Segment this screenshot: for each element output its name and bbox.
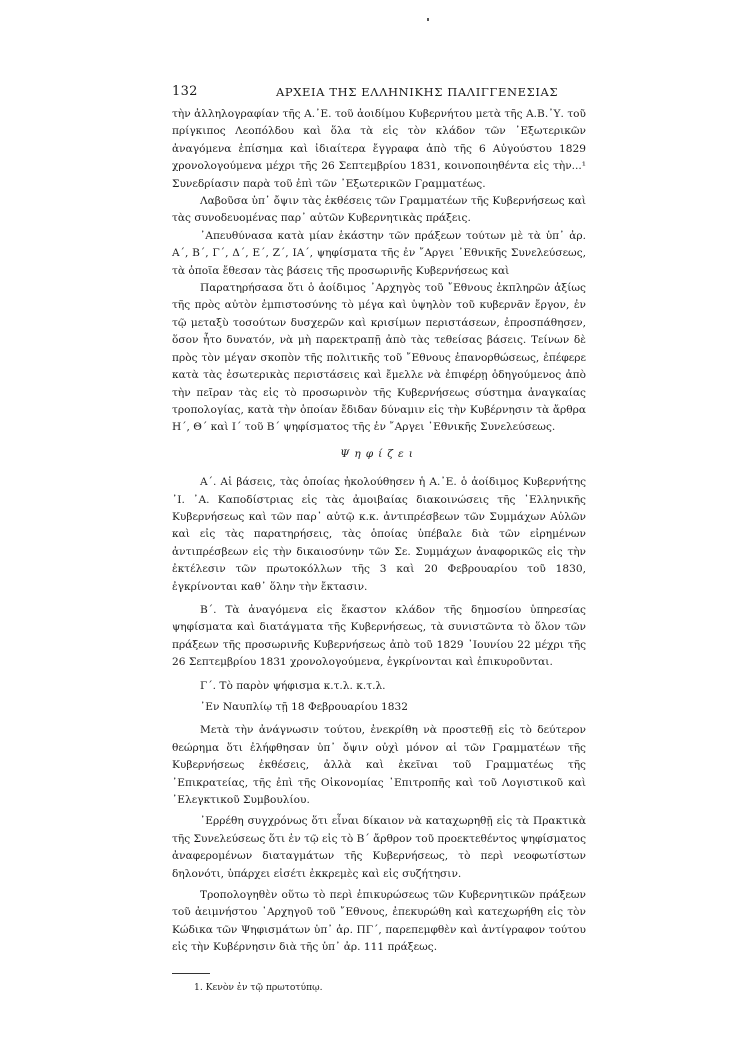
page-body [172,106,586,957]
paragraph: ᾿Ερρέθη συγχρόνως ὅτι εἶναι δίκαιον νὰ καταχωρηθῇ εἰς τὰ Πρακτικὰ τῆς Συνελεύσεως ὅτι ἐν τῷ εἰς τὸ Β΄ ἄρθρον τοῦ προεκτεθέντος ψηφίσματος ἀναφερομένων διαταγμάτων τῆς Κυβερνήσεως, τὸ περὶ νεοφωτίστων δηλονότι, ὑπάρχει εἰσέτι ἐκκρεμὲς καὶ εἰς συζήτησιν. [172,815,586,880]
paragraph: τὴν ἀλληλογραφίαν τῆς Α.᾿Ε. τοῦ ἀοιδίμου Κυβερνήτου μετὰ τῆς Α.Β.᾿Υ. τοῦ πρίγκιπος Λεοπόλδου καὶ ὅλα τὰ εἰς τὸν κλάδον τῶν ᾿Εξωτερικῶν ἀναγόμενα ἐπίσημα καὶ ἰδιαίτερα ἔγγραφα ἀπὸ τῆς 6 Αὐγούστου 1829 χρονολογούμενα μέχρι τῆς 26 Σεπτεμβρίου 1831, κοινοποιηθέντα εἰς τὴν...¹ Συνεδρίασιν παρὰ τοῦ ἐπὶ τῶν ᾿Εξωτερικῶν Γραμματέως. [172,108,586,190]
page-header [172,84,586,106]
paragraph: Λαβοῦσα ὑπ᾿ ὄψιν τὰς ἐκθέσεις τῶν Γραμματέων τῆς Κυβερνήσεως καὶ τὰς συνοδευομένας παρ᾿ αὐτῶν Κυβερνητικὰς πράξεις. [172,195,586,225]
paragraph: Παρατηρήσασα ὅτι ὁ ἀοίδιμος ᾿Αρχηγὸς τοῦ ῎Εθνους ἐκπληρῶν ἀξίως τῆς πρὸς αὐτὸν ἐμπιστοσύνης τὸ μέγα καὶ ὑψηλὸν τοῦ κυβερνᾶν ἔργον, ἐν τῷ μεταξὺ τοσούτων δυσχερῶν καὶ κρισίμων περιστάσεων, ἐπροσπάθησεν, ὅσον ἦτο δυνατόν, νὰ μὴ παρεκτραπῇ ἀπὸ τὰς τεθείσας βάσεις. Τείνων δὲ πρὸς τὸν μέγαν σκοπὸν τῆς πολιτικῆς τοῦ ῎Εθνους ἐπανορθώσεως, ἐπέφερε κατὰ τὰς ἐσωτερικὰς περιστάσεις καὶ ἔμελλε νὰ ἐπιφέρῃ ὁδηγούμενος ἀπὸ τὴν πεῖραν τὰς εἰς τὸ προσωρινὸν τῆς Κυβερνήσεως σύστημα ἀναγκαίας τροπολογίας, κατὰ τὴν ὁποίαν ἔδιδαν δύναμιν εἰς τὴν Κυβέρνησιν τὰ ἄρθρα Η΄, Θ΄ καὶ Ι΄ τοῦ Β΄ ψηφίσματος τῆς ἐν ῎Αργει ᾿Εθνικῆς Συνελεύσεως. [172,282,586,434]
running-title: ΑΡΧΕΙΑ ΤΗΣ ΕΛΛΗΝΙΚΗΣ ΠΑΛΙΓΓΕΝΕΣΙΑΣ [276,85,559,99]
book-page [172,84,586,993]
section-heading: Ψηφίζει [340,447,418,460]
scan-speck [427,18,429,21]
paragraph: ᾿Απευθύνασα κατὰ μίαν ἑκάστην τῶν πράξεων τούτων μὲ τὰ ὑπ᾿ ἀρ. Α΄, Β΄, Γ΄, Δ΄, Ε΄, Ζ΄, ΙΑ΄, ψηφίσματα τῆς ἐν ῎Αργει ᾿Εθνικῆς Συνελεύσεως, τὰ ὁποῖα ἔθεσαν τὰς βάσεις τῆς προσωρινῆς Κυβερνήσεως καὶ [172,229,586,277]
page-number: 132 [172,84,198,99]
paragraph: Μετὰ τὴν ἀνάγνωσιν τούτου, ἐνεκρίθη νὰ προστεθῇ εἰς τὸ δεύτερον θεώρημα ὅτι ἐλήφθησαν ὑπ᾿ ὄψιν οὐχὶ μόνον αἱ τῶν Γραμματέων τῆς Κυβερνήσεως ἐκθέσεις, ἀλλὰ καὶ ἐκεῖναι τοῦ Γραμματέως τῆς ᾿Επικρατείας, τῆς ἐπὶ τῆς Οἰκονομίας ᾿Επιτροπῆς καὶ τοῦ Λογιστικοῦ καὶ ᾿Ελεγκτικοῦ Συμβουλίου. [172,724,586,807]
paragraph: Τροπολογηθὲν οὕτω τὸ περὶ ἐπικυρώσεως τῶν Κυβερνητικῶν πράξεων τοῦ ἀειμνήστου ᾿Αρχηγοῦ τοῦ ῎Εθνους, ἐπεκυρώθη καὶ κατεχωρήθη εἰς τὸν Κώδικα τῶν Ψηφισμάτων ὑπ᾿ ἀρ. ΠΓ΄, παρεπεμφθὲν καὶ ἀντίγραφον τούτου εἰς τὴν Κυβέρνησιν διὰ τῆς ὑπ᾿ ἀρ. 111 πράξεως. [172,889,586,954]
footnote-rule [172,973,210,974]
footnote: 1. Κενὸν ἐν τῷ πρωτοτύπῳ. [194,981,323,993]
article-c: Γ΄. Τὸ παρὸν ψήφισμα κ.τ.λ. κ.τ.λ. [200,679,386,692]
dateline: ᾿Εν Ναυπλίῳ τῇ 18 Φεβρουαρίου 1832 [200,701,408,713]
article-a: Α΄. Αἱ βάσεις, τὰς ὁποίας ἠκολούθησεν ἡ Α.᾿Ε. ὁ ἀοίδιμος Κυβερνήτης ᾿Ι. ᾿Α. Καποδίστριας εἰς τὰς ἀμοιβαίας διακοινώσεις τῆς ᾿Ελληνικῆς Κυβερνήσεως καὶ τῶν παρ᾿ αὐτῷ κ.κ. ἀντιπρέσβεων τῶν Συμμάχων Αὐλῶν καὶ εἰς τὰς παρατηρήσεις, τὰς ὁποίας ὑπέβαλε διὰ τῶν εἰρημένων ἀντιπρέσβεων εἰς τὴν δικαιοσύνην τῶν Σε. Συμμάχων ἀναφορικῶς εἰς τὴν ἐκτέλεσιν τῶν πρωτοκόλλων τῆς 3 καὶ 20 Φεβρουαρίου τοῦ 1830, ἐγκρίνονται καθ᾿ ὅλην τὴν ἔκτασιν. [172,476,586,593]
article-b: Β΄. Τὰ ἀναγόμενα εἰς ἕκαστον κλάδον τῆς δημοσίου ὑπηρεσίας ψηφίσματα καὶ διατάγματα τῆς Κυβερνήσεως, τὰ συνιστῶντα τὸ ὅλον τῶν πράξεων τῆς προσωρινῆς Κυβερνήσεως ἀπὸ τοῦ 1829 ᾿Ιουνίου 22 μέχρι τῆς 26 Σεπτεμβρίου 1831 χρονολογούμενα, ἐγκρίνονται καὶ ἐπικυροῦνται. [172,603,586,669]
